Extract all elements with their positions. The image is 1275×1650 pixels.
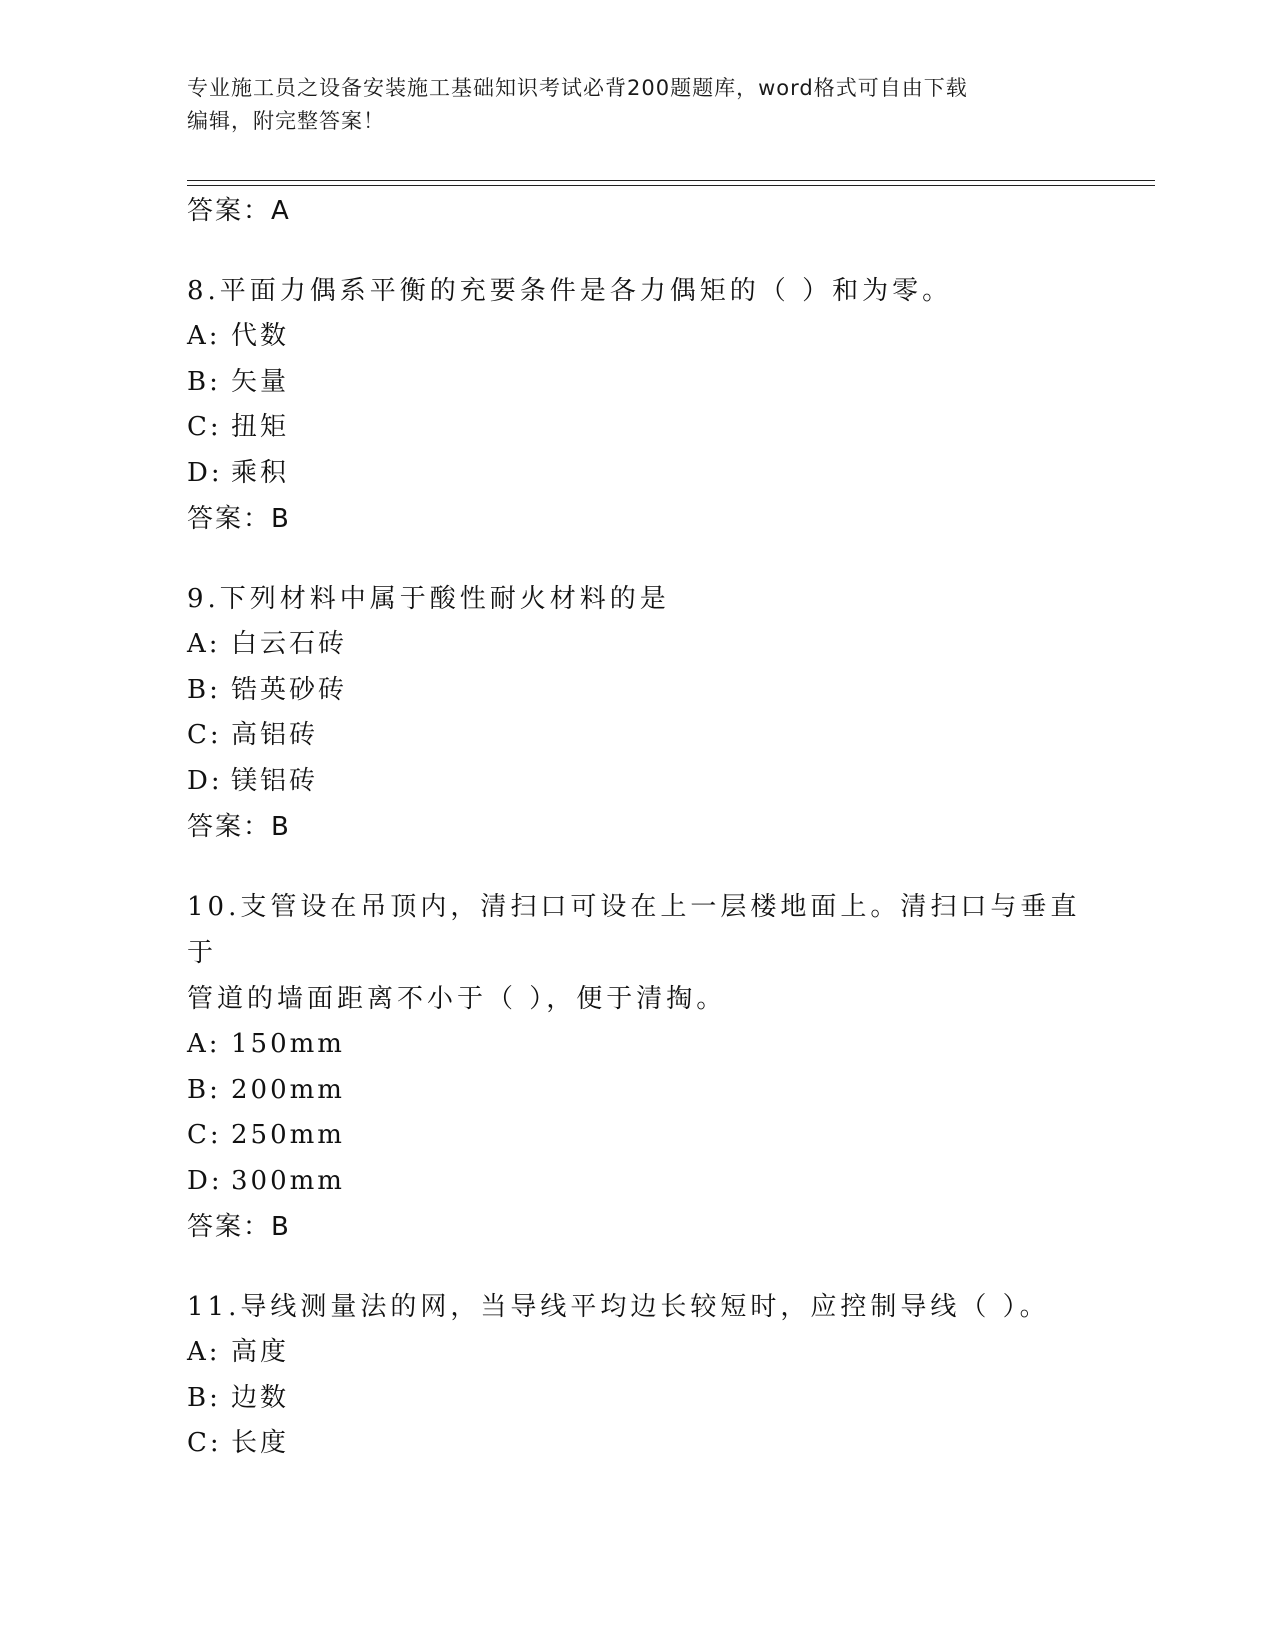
question-block [187,268,1087,542]
option-text: 锆英砂砖 [231,674,348,705]
document-header [187,72,1087,138]
option-text: 长度 [231,1428,290,1458]
question-answer: 答案：B [187,812,291,842]
question-block [187,576,1087,850]
answer-option [187,713,1087,759]
option-letter: B: [187,674,221,705]
option-letter: D: [187,765,223,796]
option-text: 300mm [231,1165,345,1196]
header-rule-bottom [187,185,1155,186]
answer-option [187,1159,1087,1205]
question-list [187,188,1087,1467]
option-text: 边数 [231,1382,290,1413]
option-text: 乘积 [231,457,290,488]
option-letter: C: [187,412,222,442]
option-text: 代数 [231,321,290,351]
option-letter: B: [187,1074,221,1105]
option-letter: D: [187,457,223,488]
option-letter: A: [187,1029,221,1059]
option-text: 矢量 [231,366,290,397]
answer-option [187,360,1087,406]
option-text: 高铝砖 [231,720,319,750]
answer-option [187,1113,1087,1159]
answer-option [187,668,1087,714]
option-letter: A: [187,629,221,659]
question-text: 管道的墙面距离不小于（ ），便于清掏。 [187,984,727,1014]
option-letter: C: [187,720,222,750]
option-letter: C: [187,1428,222,1458]
question-block [187,1284,1087,1467]
question-text: 10.支管设在吊顶内，清扫口可设在上一层楼地面上。清扫口与垂直于 [187,892,1081,968]
answer-option [187,451,1087,497]
header-rule-top [187,180,1155,181]
header-line-2: 编辑，附完整答案！ [187,109,385,133]
option-text: 扭矩 [231,412,290,442]
answer-option [187,1330,1087,1376]
option-text: 200mm [231,1074,345,1105]
answer-option [187,1022,1087,1068]
answer-option [187,1068,1087,1114]
question-text: 11.导线测量法的网，当导线平均边长较短时，应控制导线（ ）。 [187,1292,1050,1322]
question-text: 8.平面力偶系平衡的充要条件是各力偶矩的（ ）和为零。 [187,276,953,306]
header-line-1: 专业施工员之设备安装施工基础知识考试必背200题题库，word格式可自由下载 [187,76,968,100]
option-text: 白云石砖 [231,629,348,659]
answer-option [187,1421,1087,1467]
previous-answer: 答案：A [187,196,291,226]
question-block [187,884,1087,1250]
option-letter: A: [187,1337,221,1367]
question-text: 9.下列材料中属于酸性耐火材料的是 [187,584,670,614]
answer-option [187,622,1087,668]
question-answer: 答案：B [187,504,291,534]
option-letter: A: [187,321,221,351]
option-text: 150mm [231,1029,345,1059]
answer-option [187,759,1087,805]
option-letter: C: [187,1120,222,1150]
option-letter: D: [187,1165,223,1196]
answer-option [187,1376,1087,1422]
option-letter: B: [187,1382,221,1413]
option-text: 高度 [231,1337,290,1367]
answer-option [187,314,1087,360]
answer-option [187,405,1087,451]
option-text: 250mm [231,1120,345,1150]
question-answer: 答案：B [187,1212,291,1242]
option-letter: B: [187,366,221,397]
option-text: 镁铝砖 [231,765,319,796]
